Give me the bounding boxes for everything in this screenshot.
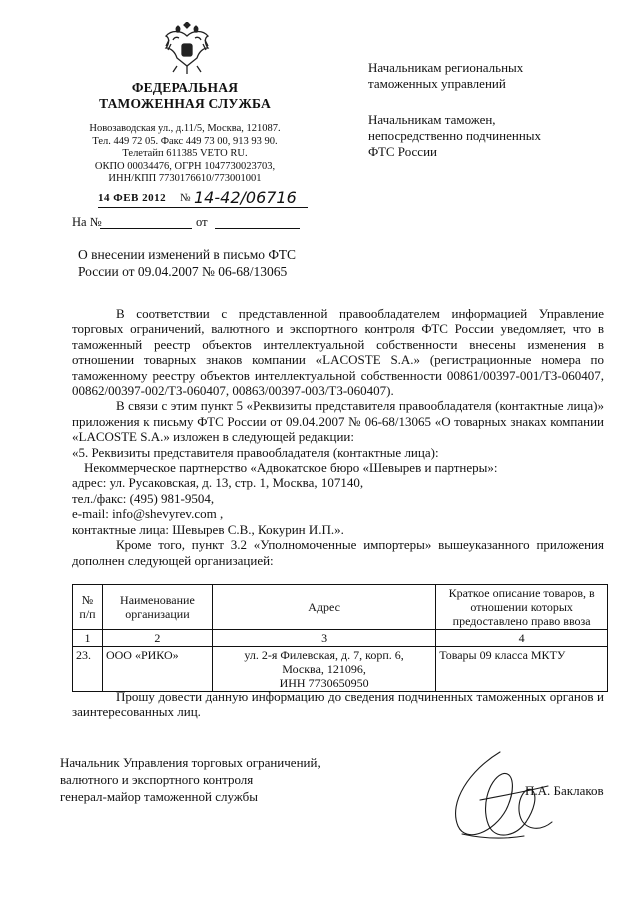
- table-column-number-row: [73, 630, 608, 647]
- goods-description-cell: Товары 09 класса МКТУ: [436, 647, 608, 692]
- quote-heading: «5. Реквизиты представителя правообладателя (контактные лица):: [72, 444, 439, 460]
- row-number-cell: 23.: [73, 647, 103, 692]
- addressee-line: Начальникам таможен,: [368, 112, 496, 127]
- registration-number: 14-42/06716: [194, 188, 297, 207]
- reference-date-label: от: [196, 215, 208, 229]
- address-line: ул. 2-я Филевская, д. 7, корп. 6,: [244, 648, 404, 662]
- column-number-cell: 3: [212, 630, 435, 647]
- table-header-cell: № п/п: [73, 585, 103, 630]
- reference-date-blank: [215, 228, 300, 229]
- letter-body: [72, 306, 604, 568]
- signer-name: П.А. Баклаков: [525, 783, 604, 798]
- registration-underline: [98, 207, 308, 208]
- body-paragraph: Кроме того, пункт 3.2 «Уполномоченные импортеры» вышеуказанного приложения дополнен следующей организацией:: [72, 537, 604, 568]
- column-number-cell: 2: [102, 630, 212, 647]
- quote-line: Некоммерческое партнерство «Адвокатское бюро «Шевырев и партнеры»:: [84, 460, 498, 476]
- table-header-cell: Краткое описание товаров, в отношении которых предоставлено право ввоза: [436, 585, 608, 630]
- body-paragraph: В соответствии с представленной правообладателем информацией Управление торговых ограничений, валютного и экспортного контроля ФТС России уведомляет, что в таможенный реестр объектов интеллектуальной собственности внесены изменения в отношении товарных знаков компании «LACOSTE S.A.» (регистрационные номера по таможенному реестру объектов интеллектуальной собственности 00861/00397-001/ТЗ-060407, 00862/00397-002/ТЗ-060407, 00863/00397-003/ТЗ-060407).: [72, 306, 604, 399]
- agency-name-line2: ТАМОЖЕННАЯ СЛУЖБА: [99, 96, 271, 111]
- contact-line: Телетайп 611385 VETO RU.: [122, 148, 248, 159]
- subject-line: России от 09.04.2007 № 06-68/13065: [78, 264, 288, 279]
- org-name-cell: ООО «РИКО»: [102, 647, 212, 692]
- reference-number-blank: [100, 228, 192, 229]
- table-header-cell: Наименование организации: [102, 585, 212, 630]
- registration-date: 14 ФЕВ 2012: [98, 192, 167, 204]
- double-headed-eagle-emblem: [163, 22, 211, 76]
- agency-name-line1: ФЕДЕРАЛЬНАЯ: [131, 80, 239, 95]
- subject-line: О внесении изменений в письмо ФТС: [78, 247, 297, 262]
- addressee-line: непосредственно подчиненных: [368, 128, 542, 143]
- org-address-cell: [212, 647, 435, 692]
- signer-position-line: Начальник Управления торговых ограничений,: [60, 755, 321, 770]
- registration-number-prefix: №: [180, 192, 191, 204]
- signer-position-line: валютного и экспортного контроля: [60, 772, 254, 787]
- reference-number-label: На №: [72, 215, 102, 229]
- registration-line: [98, 188, 318, 210]
- closing-paragraph: Прошу довести данную информацию до сведения подчиненных таможенных органов и заинтересованных лиц.: [72, 689, 604, 720]
- importers-table: [72, 584, 608, 692]
- contact-line: Новозаводская ул., д.11/5, Москва, 121087.: [89, 123, 281, 134]
- addressee-line: ФТС России: [368, 144, 437, 159]
- signer-position-line: генерал-майор таможенной службы: [60, 789, 258, 804]
- column-number-cell: 1: [73, 630, 103, 647]
- addressee-line: таможенных управлений: [368, 76, 506, 91]
- column-number-cell: 4: [436, 630, 608, 647]
- address-line: Москва, 121096,: [282, 662, 366, 676]
- contact-line: ИНН/КПП 7730176610/773001001: [108, 173, 262, 184]
- contact-line: Тел. 449 72 05. Факс 449 73 00, 913 93 90.: [92, 135, 278, 147]
- address-line: ИНН 7730650950: [279, 676, 369, 690]
- reference-line: [72, 213, 302, 231]
- table-header-row: [73, 585, 608, 630]
- closing-paragraph-block: [72, 689, 604, 720]
- quote-line: тел./факс: (495) 981-9504,: [72, 490, 215, 506]
- quote-line: контактные лица: Шевырев С.В., Кокурин И.П.».: [72, 521, 344, 537]
- quote-line: e-mail: info@shevyrev.com ,: [72, 506, 224, 522]
- addressee-line: Начальникам региональных: [368, 60, 524, 75]
- contact-line: ОКПО 00034476, ОГРН 1047730023703,: [94, 160, 276, 172]
- table-header-cell: Адрес: [212, 585, 435, 630]
- table-row: [73, 647, 608, 692]
- body-paragraph: В связи с этим пункт 5 «Реквизиты представителя правообладателя (контактные лица)» приложения к письму ФТС России от 09.04.2007 № 06-68/13065 «О товарных знаках компании «LACOSTE S.A.» изложен в следующей редакции:: [72, 398, 604, 445]
- quote-line: адрес: ул. Русаковская, д. 13, стр. 1, Москва, 107140,: [72, 475, 364, 491]
